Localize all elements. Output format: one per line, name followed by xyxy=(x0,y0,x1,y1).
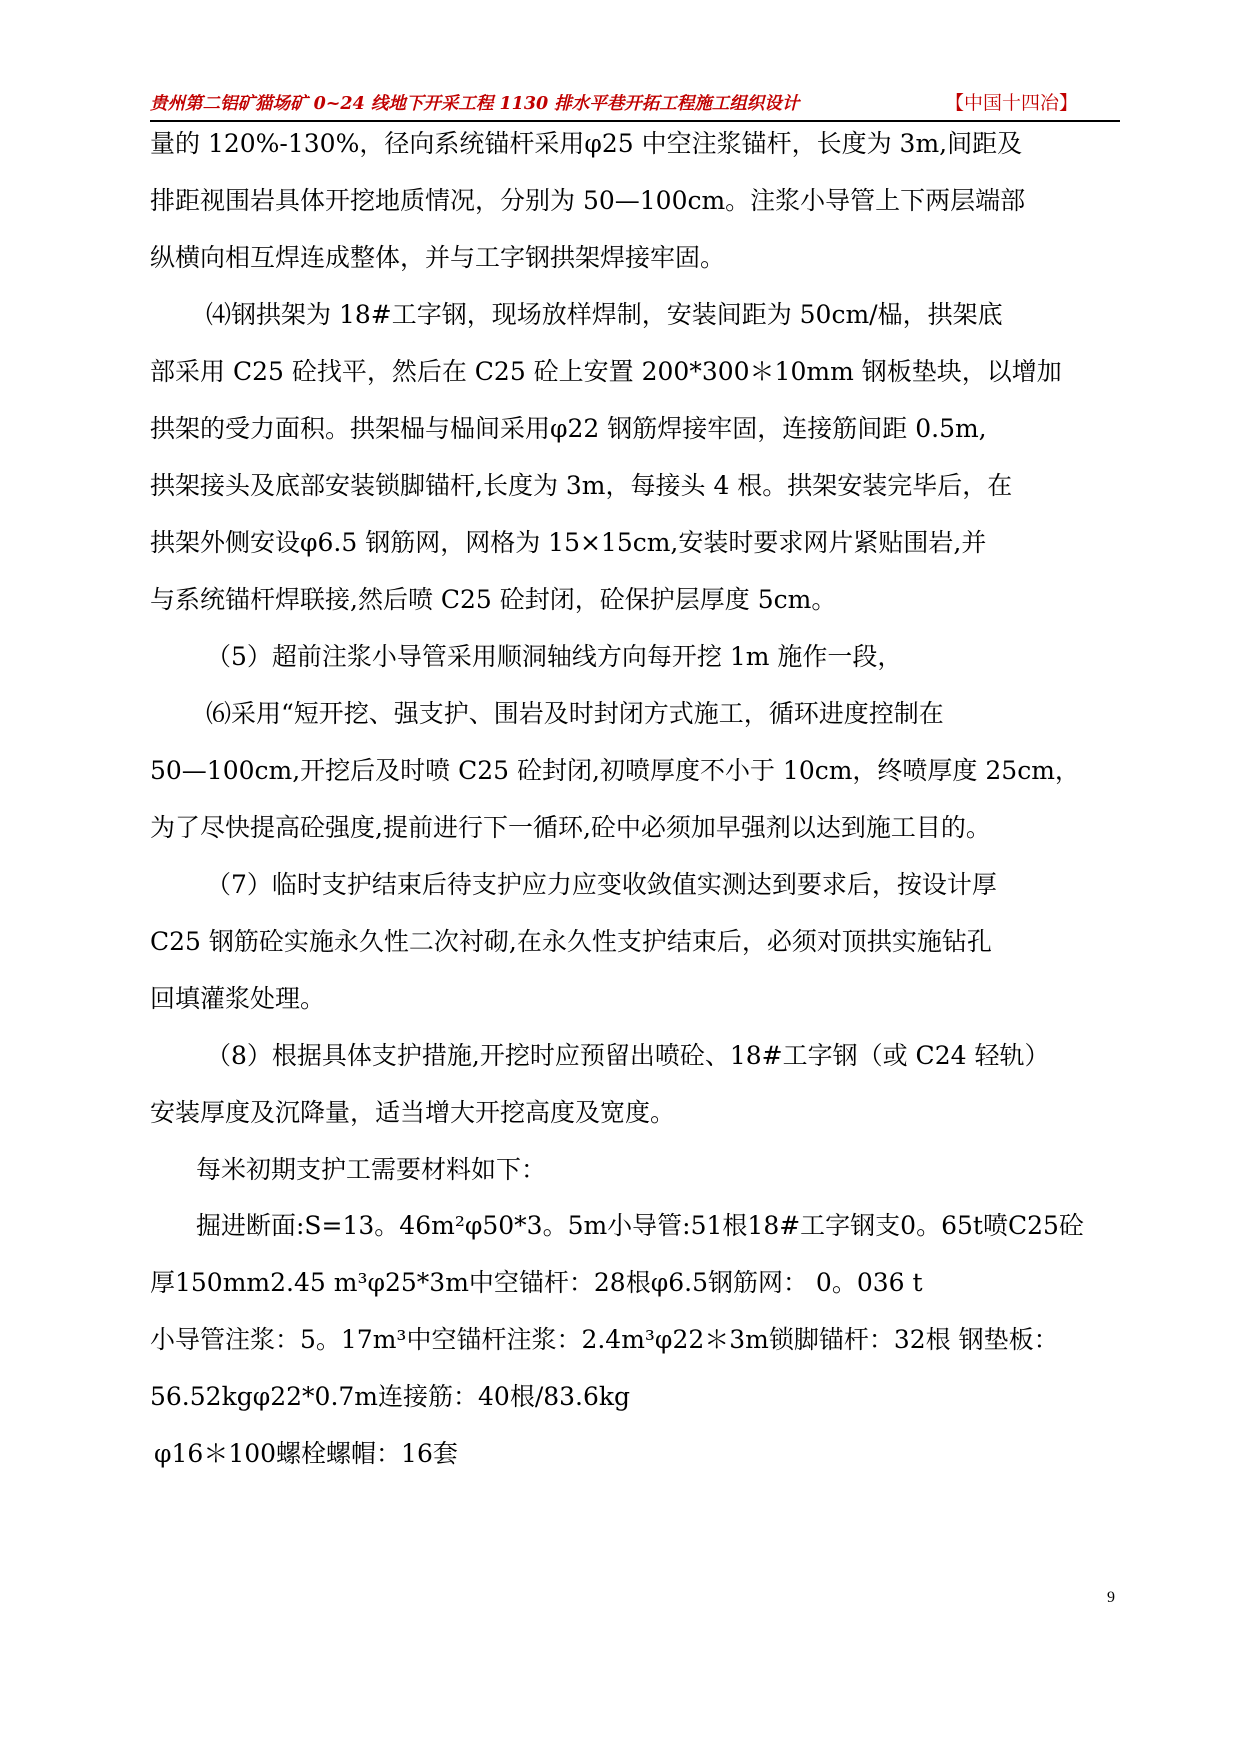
body-line: 安装厚度及沉降量，适当增大开挖高度及宽度。 xyxy=(150,1098,676,1127)
body-line: 拱架的受力面积。拱架榀与榀间采用φ22 钢筋焊接牢固，连接筋间距 0.5m, xyxy=(150,414,987,443)
body-line: 排距视围岩具体开挖地质情况，分别为 50—100cm。注浆小导管上下两层端部 xyxy=(150,186,1026,215)
body-line: 小导管注浆：5。17m³中空锚杆注浆：2.4m³φ22＊3m锁脚锚杆：32根 钢垫板： xyxy=(150,1325,1059,1354)
body-line: ⑷钢拱架为 18#工字钢，现场放样焊制，安装间距为 50cm/榀，拱架底 xyxy=(206,300,1003,329)
body-line: 每米初期支护工需要材料如下： xyxy=(196,1155,547,1184)
body-line: 厚150mm2.45 m³φ25*3m中空锚杆：28根φ6.5钢筋网： 0。036 t xyxy=(150,1268,923,1297)
page-header xyxy=(150,86,1120,122)
body-line: （7）临时支护结束后待支护应力应变收敛值实测达到要求后，按设计厚 xyxy=(206,870,997,899)
body-line: 部采用 C25 砼找平，然后在 C25 砼上安置 200*300＊10mm 钢板垫块，以增加 xyxy=(150,357,1062,386)
body-line: 拱架接头及底部安装锁脚锚杆,长度为 3m，每接头 4 根。拱架安装完毕后，在 xyxy=(150,471,1013,500)
body-line: ⑹采用“短开挖、强支护、围岩及时封闭方式施工，循环进度控制在 xyxy=(206,699,944,728)
body-line: 掘进断面:S=13。46m²φ50*3。5m小导管:51根18#工字钢支0。65t喷C25砼 xyxy=(196,1211,1084,1240)
body-line: 与系统锚杆焊联接,然后喷 C25 砼封闭，砼保护层厚度 5cm。 xyxy=(150,585,837,614)
body-line: 量的 120%-130%，径向系统锚杆采用φ25 中空注浆锚杆，长度为 3m,间距及 xyxy=(150,129,1023,158)
body-line: 回填灌浆处理。 xyxy=(150,984,326,1013)
body-line: C25 钢筋砼实施永久性二次衬砌,在永久性支护结束后，必须对顶拱实施钻孔 xyxy=(150,927,992,956)
page-number: 9 xyxy=(1107,1589,1115,1606)
body-line: 50—100cm,开挖后及时喷 C25 砼封闭,初喷厚度不小于 10cm，终喷厚度 25cm， xyxy=(150,756,1080,785)
header-title: 贵州第二铝矿猫场矿 0~24 线地下开采工程 1130 排水平巷开拓工程施工组织设计 xyxy=(150,94,800,114)
header-org: 【中国十四冶】 xyxy=(944,92,1078,114)
body-line: 纵横向相互焊连成整体，并与工字钢拱架焊接牢固。 xyxy=(150,243,726,272)
body-line: （5）超前注浆小导管采用顺洞轴线方向每开挖 1m 施作一段， xyxy=(206,642,903,671)
body-line: 为了尽快提高砼强度,提前进行下一循环,砼中必须加早强剂以达到施工目的。 xyxy=(150,813,991,842)
body-line: 拱架外侧安设φ6.5 钢筋网，网格为 15×15cm,安装时要求网片紧贴围岩,并 xyxy=(150,528,987,557)
body-line: φ16＊100螺栓螺帽：16套 xyxy=(154,1439,458,1468)
body-line: （8）根据具体支护措施,开挖时应预留出喷砼、18#工字钢（或 C24 轻轨） xyxy=(206,1041,1050,1070)
body-line: 56.52kgφ22*0.7m连接筋：40根/83.6kg xyxy=(150,1382,631,1411)
